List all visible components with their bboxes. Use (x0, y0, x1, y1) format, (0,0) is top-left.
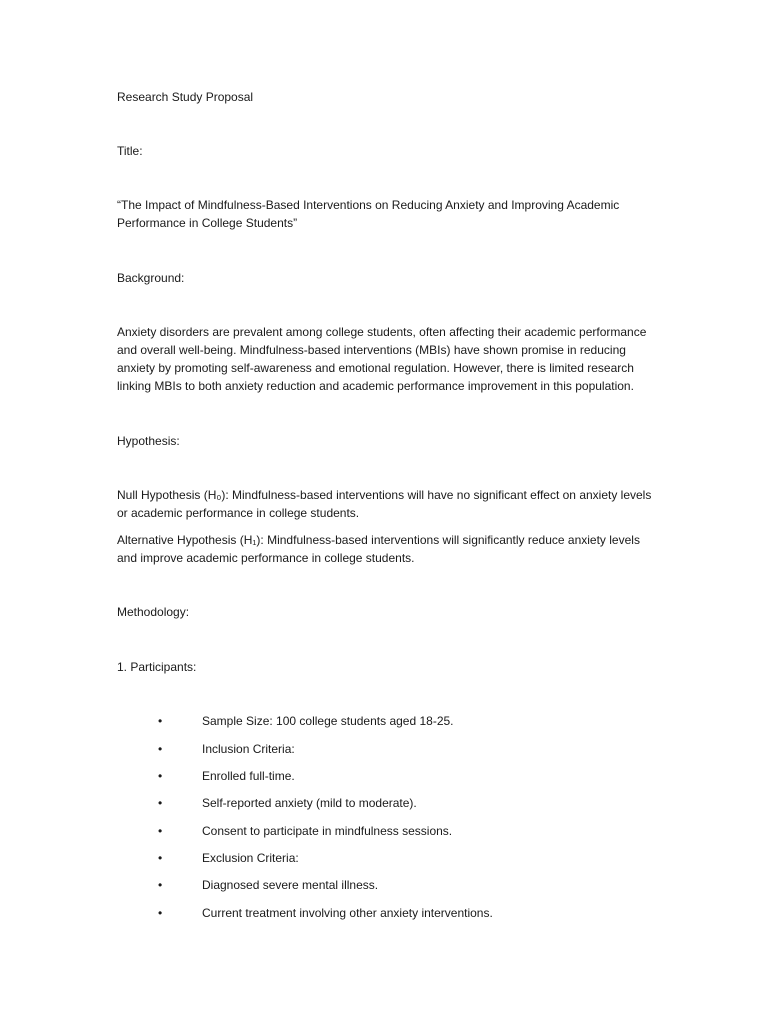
list-item-text: Enrolled full-time. (202, 769, 295, 783)
hypothesis-label: Hypothesis: (117, 434, 180, 448)
title-label: Title: (117, 144, 143, 158)
bullet-icon: • (158, 796, 163, 810)
alternative-hypothesis-paragraph (117, 531, 657, 567)
list-item-text: Inclusion Criteria: (202, 742, 295, 756)
bullet-icon: • (158, 878, 163, 892)
background-line: linking MBIs to both anxiety reduction and academic performance improvement in this population. (117, 379, 634, 393)
list-item (158, 740, 658, 758)
background-label: Background: (117, 271, 185, 285)
list-item (158, 794, 658, 812)
alternative-hypothesis-line: Alternative Hypothesis (H₁): Mindfulness-based interventions will significantly reduce anxiety levels (117, 533, 640, 547)
bullet-icon: • (158, 714, 163, 728)
bullet-icon: • (158, 851, 163, 865)
bullet-icon: • (158, 906, 163, 920)
list-item-text: Current treatment involving other anxiety interventions. (202, 906, 493, 920)
bullet-icon: • (158, 769, 163, 783)
null-hypothesis-line: or academic performance in college students. (117, 506, 360, 520)
study-title (117, 196, 657, 232)
study-title-line: “The Impact of Mindfulness-Based Interventions on Reducing Anxiety and Improving Academic (117, 198, 620, 212)
background-line: anxiety by promoting self-awareness and emotional regulation. However, there is limited research (117, 361, 634, 375)
list-item (158, 822, 658, 840)
list-item-text: Self-reported anxiety (mild to moderate). (202, 796, 417, 810)
background-line: and overall well-being. Mindfulness-based interventions (MBIs) have shown promise in reducing (117, 343, 626, 357)
null-hypothesis-line: Null Hypothesis (H₀): Mindfulness-based interventions will have no significant effect on anxiety levels (117, 488, 652, 502)
background-paragraph (117, 323, 657, 395)
document-heading: Research Study Proposal (117, 90, 254, 104)
list-item (158, 767, 658, 785)
bullet-icon: • (158, 824, 163, 838)
list-item-text: Exclusion Criteria: (202, 851, 299, 865)
study-title-line: Performance in College Students” (117, 216, 298, 230)
null-hypothesis-paragraph (117, 486, 657, 522)
list-item (158, 712, 658, 730)
list-item-text: Diagnosed severe mental illness. (202, 878, 379, 892)
background-line: Anxiety disorders are prevalent among college students, often affecting their academic performance (117, 325, 647, 339)
list-item (158, 876, 658, 894)
list-item-text: Sample Size: 100 college students aged 18-25. (202, 714, 454, 728)
list-item (158, 849, 658, 867)
methodology-label: Methodology: (117, 605, 190, 619)
bullet-icon: • (158, 742, 163, 756)
participants-label: 1. Participants: (117, 660, 197, 674)
alternative-hypothesis-line: and improve academic performance in college students. (117, 551, 415, 565)
list-item (158, 904, 658, 922)
list-item-text: Consent to participate in mindfulness sessions. (202, 824, 453, 838)
